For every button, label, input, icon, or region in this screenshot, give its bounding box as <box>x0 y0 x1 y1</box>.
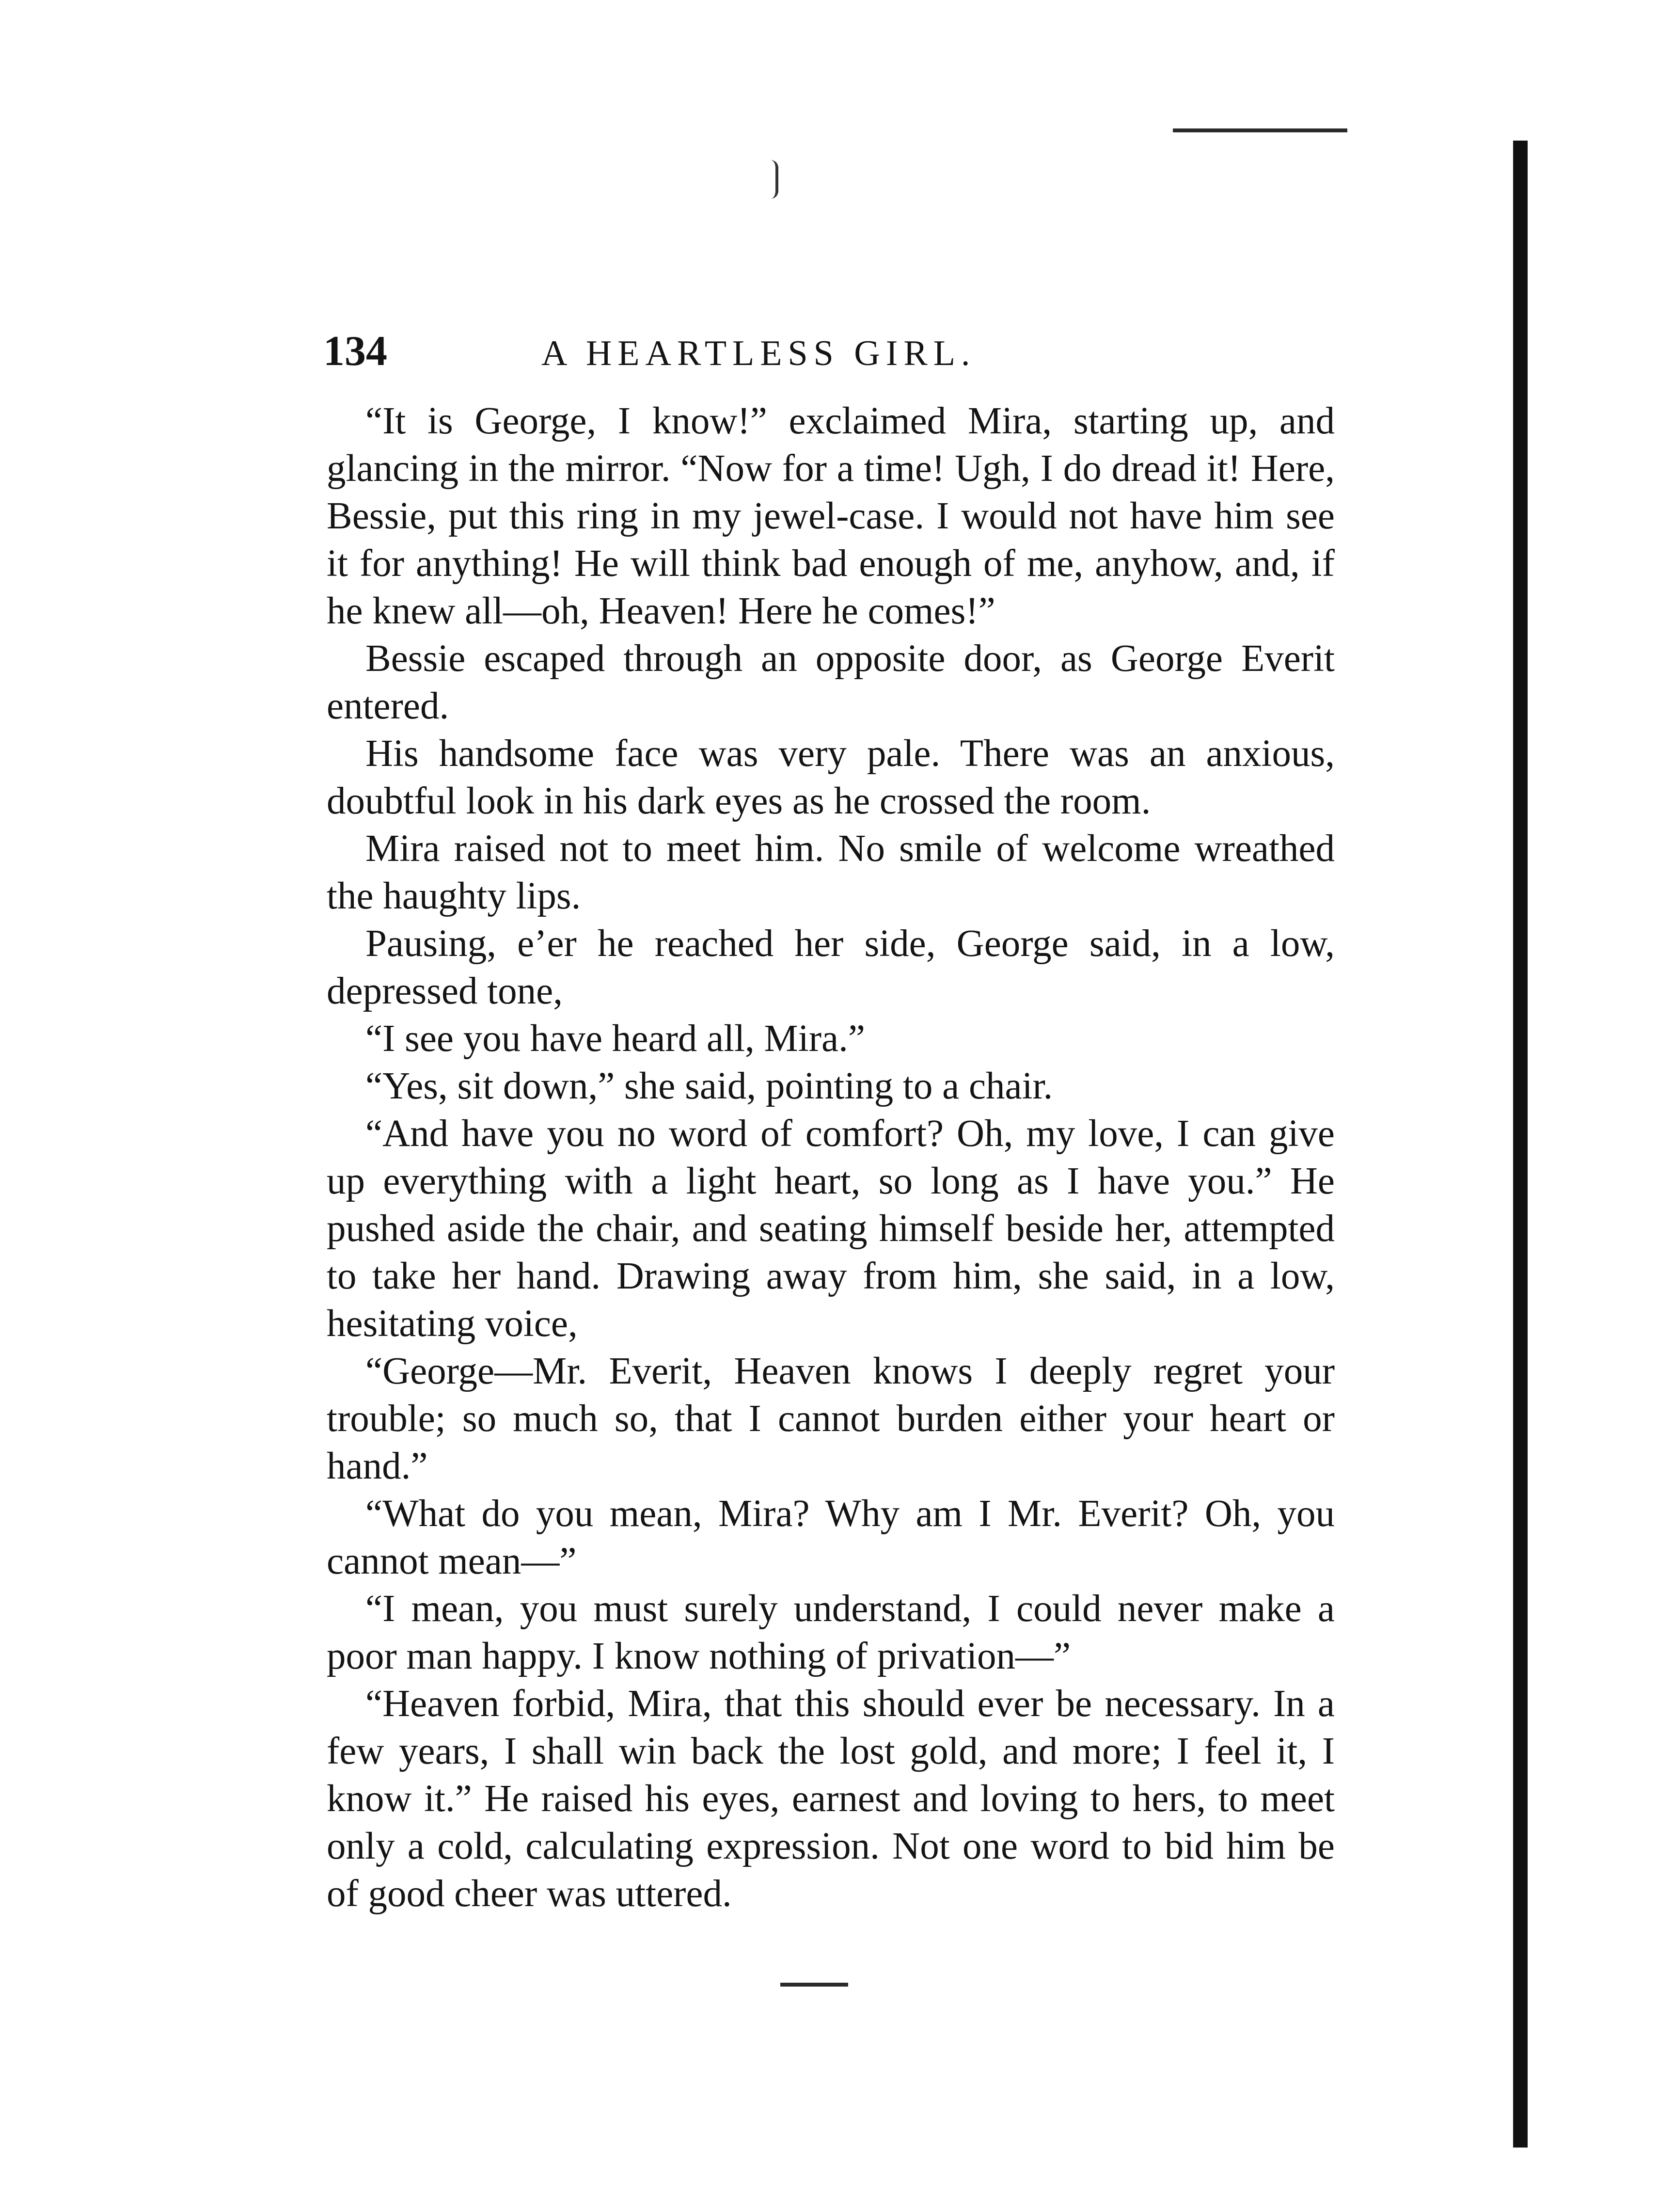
paragraph-4: Mira raised not to meet him. No smile of welcome wreathed the haughty lips. <box>327 828 1335 917</box>
paragraph-12: “Heaven forbid, Mira, that this should ever be necessary. In a few years, I shall win back the lost gold, and more; I feel it, I know it.” He raised his eyes, earnest and loving to hers, to meet only a cold, calculating expression. Not one word to bid him be of good cheer was uttered. <box>327 1683 1335 1915</box>
page-body <box>327 398 1335 1918</box>
paragraph-8: “And have you no word of comfort? Oh, my love, I can give up everything with a light heart, so long as I have you.” He pushed aside the chair, and seating himself beside her, attempted to take her hand. Drawing away from him, she said, in a low, hesitating voice, <box>327 1113 1335 1345</box>
running-head: A HEARTLESS GIRL. <box>541 334 976 373</box>
page-number: 134 <box>323 328 387 375</box>
paragraph-6: “I see you have heard all, Mira.” <box>365 1018 865 1060</box>
paragraph-5: Pausing, e’er he reached her side, George said, in a low, depressed tone, <box>327 923 1335 1012</box>
paragraph-7: “Yes, sit down,” she said, pointing to a chair. <box>365 1065 1053 1107</box>
top-rule-mark <box>1173 128 1347 132</box>
paragraph-11: “I mean, you must surely understand, I could never make a poor man happy. I know nothing of privation—” <box>327 1588 1335 1677</box>
paragraph-9: “George—Mr. Everit, Heaven knows I deeply regret your trouble; so much so, that I cannot burden either your heart or hand.” <box>327 1350 1335 1487</box>
paragraph-2: Bessie escaped through an opposite door, as George Everit entered. <box>327 637 1335 727</box>
paragraph-10: “What do you mean, Mira? Why am I Mr. Everit? Oh, you cannot mean—” <box>327 1493 1335 1582</box>
print-mark <box>771 160 778 199</box>
page-header <box>323 325 1351 378</box>
paragraph-3: His handsome face was very pale. There was an anxious, doubtful look in his dark eyes as he crossed the room. <box>327 732 1335 822</box>
bottom-rule-mark <box>780 1983 848 1987</box>
page-edge-shadow <box>1513 141 1528 2148</box>
paragraph-1: “It is George, I know!” exclaimed Mira, starting up, and glancing in the mirror. “Now for a time! Ugh, I do dread it! Here, Bessie, put this ring in my jewel-case. I would not have him see it for anything! He will think bad enough of me, anyhow, and, if he knew all—oh, Heaven! Here he comes!” <box>327 400 1335 632</box>
